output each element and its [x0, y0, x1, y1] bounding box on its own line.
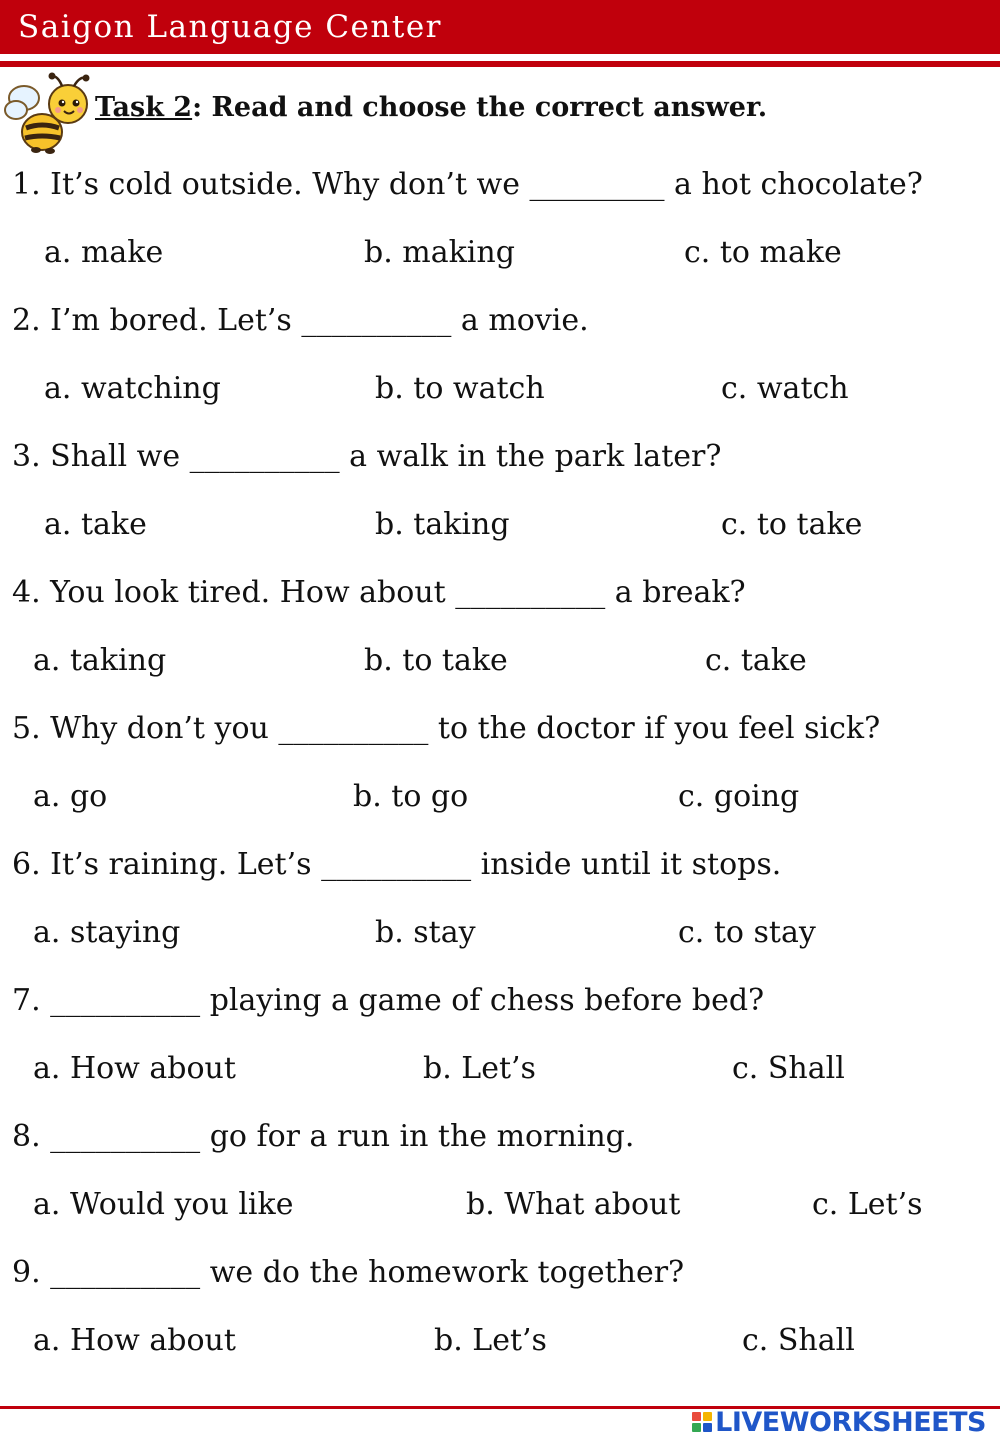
bee-icon	[2, 70, 90, 158]
question-1-option-c[interactable]: c. to make	[684, 235, 842, 270]
question-5: 5. Why don’t you __________ to the doctor if you feel sick?	[12, 711, 881, 746]
question-3-option-a[interactable]: a. take	[44, 507, 147, 542]
question-3-option-c[interactable]: c. to take	[721, 507, 863, 542]
question-4-option-b[interactable]: b. to take	[364, 643, 508, 678]
question-2: 2. I’m bored. Let’s __________ a movie.	[12, 303, 589, 338]
question-5-option-b[interactable]: b. to go	[353, 779, 469, 814]
task-label: Task 2	[95, 92, 193, 123]
question-7-option-c[interactable]: c. Shall	[732, 1051, 845, 1086]
question-8: 8. __________ go for a run in the morning.	[12, 1119, 635, 1154]
question-4-option-c[interactable]: c. take	[705, 643, 807, 678]
question-3-option-b[interactable]: b. taking	[375, 507, 510, 542]
question-1-option-b[interactable]: b. making	[364, 235, 515, 270]
liveworksheets-logo[interactable]	[692, 1407, 986, 1437]
question-6-option-c[interactable]: c. to stay	[678, 915, 816, 950]
question-2-option-c[interactable]: c. watch	[721, 371, 849, 406]
question-5-option-a[interactable]: a. go	[33, 779, 108, 814]
task-heading	[95, 94, 767, 121]
question-6: 6. It’s raining. Let’s __________ inside until it stops.	[12, 847, 782, 882]
question-1-option-a[interactable]: a. make	[44, 235, 164, 270]
question-9-option-c[interactable]: c. Shall	[742, 1323, 855, 1358]
question-2-option-a[interactable]: a. watching	[44, 371, 221, 406]
question-7: 7. __________ playing a game of chess before bed?	[12, 983, 765, 1018]
header-title: Saigon Language Center	[18, 9, 442, 45]
question-8-option-b[interactable]: b. What about	[466, 1187, 681, 1222]
question-9-option-b[interactable]: b. Let’s	[434, 1323, 547, 1358]
task-instruction: : Read and choose the correct answer.	[192, 92, 768, 123]
question-8-option-c[interactable]: c. Let’s	[812, 1187, 923, 1222]
question-4-option-a[interactable]: a. taking	[33, 643, 167, 678]
question-1: 1. It’s cold outside. Why don’t we _________ a hot chocolate?	[12, 167, 923, 202]
question-8-option-a[interactable]: a. Would you like	[33, 1187, 294, 1222]
question-4: 4. You look tired. How about __________ a break?	[12, 575, 746, 610]
question-9: 9. __________ we do the homework together?	[12, 1255, 685, 1290]
question-5-option-c[interactable]: c. going	[678, 779, 800, 814]
question-6-option-b[interactable]: b. stay	[375, 915, 476, 950]
question-9-option-a[interactable]: a. How about	[33, 1323, 236, 1358]
question-7-option-a[interactable]: a. How about	[33, 1051, 236, 1086]
question-2-option-b[interactable]: b. to watch	[375, 371, 545, 406]
logo-text: LIVEWORKSHEETS	[715, 1406, 986, 1438]
header-divider	[0, 61, 1000, 67]
question-3: 3. Shall we __________ a walk in the park later?	[12, 439, 722, 474]
liveworksheets-logo-icon	[692, 1412, 712, 1432]
question-6-option-a[interactable]: a. staying	[33, 915, 181, 950]
question-7-option-b[interactable]: b. Let’s	[423, 1051, 536, 1086]
header-bar	[0, 0, 1000, 54]
